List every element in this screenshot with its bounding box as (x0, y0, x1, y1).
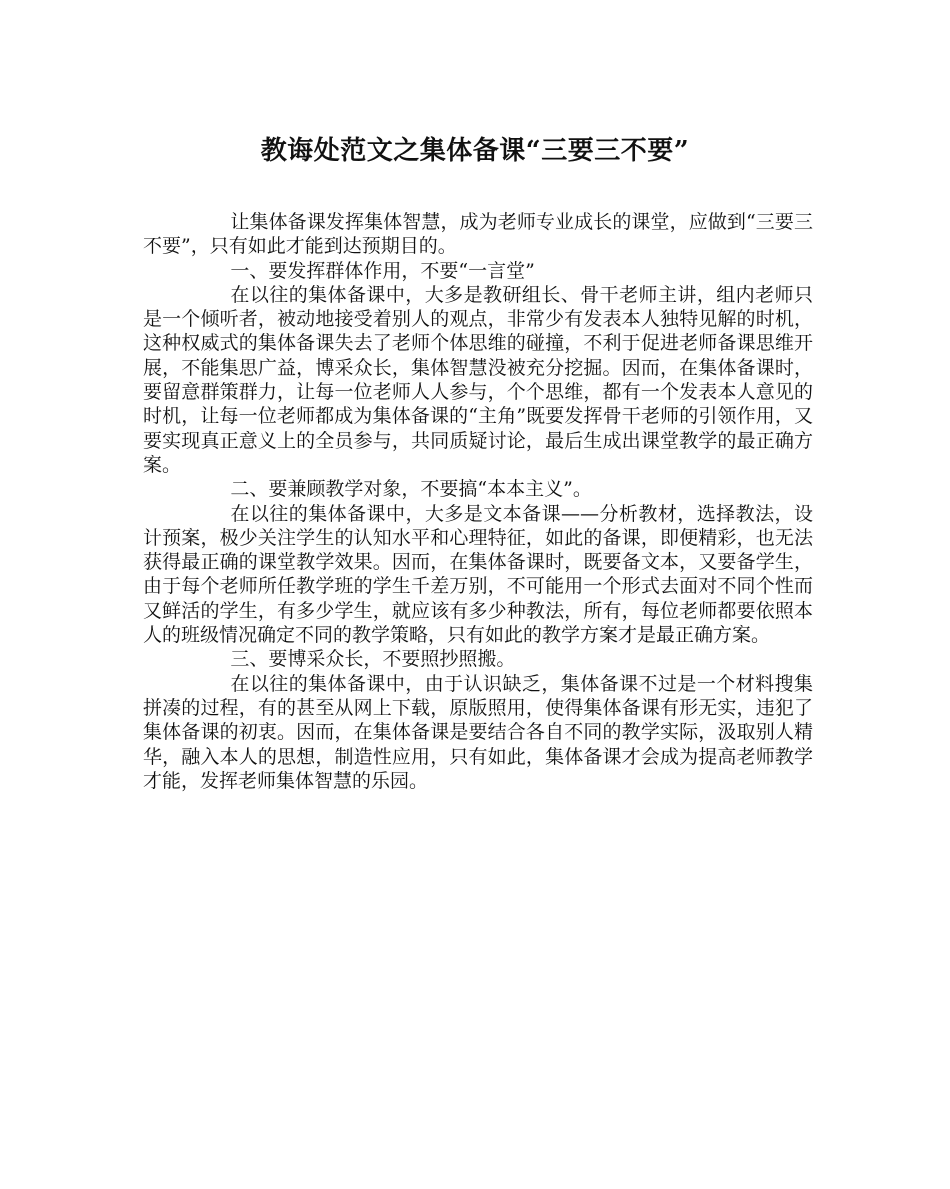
section-heading-2: 二、要兼顾教学对象，不要搞“本本主义”。 (230, 478, 592, 501)
section-paragraph-1: 在以往的集体备课中，大多是教研组长、骨干老师主讲，组内老师只是一个倾听者，被动地接受着别人的观点，非常少有发表本人独特见解的时机，这种权威式的集体备课失去了老师个体思维的碰撞，不利于促进老师备课思维开展，不能集思广益，博采众长，集体智慧没被充分挖掘。因而，在集体备课时，要留意群策群力，让每一位老师人人参与，个个思维，都有一个发表本人意见的时机，让每一位老师都成为集体备课的“主角”既要发挥骨干老师的引领作用，又要实现真正意义上的全员参与，共同质疑讨论，最后生成出课堂教学的最正确方案。 (143, 283, 813, 476)
section-heading-3: 三、要博采众长，不要照抄照搬。 (230, 648, 516, 671)
section-paragraph-3: 在以往的集体备课中，由于认识缺乏，集体备课不过是一个材料搜集拼凑的过程，有的甚至从网上下载，原版照用，使得集体备课有形无实，违犯了集体备课的初衷。因而，在集体备课是要结合各自不同的教学实际，汲取别人精华，融入本人的思想，制造性应用，只有如此，集体备课才会成为提高老师教学才能，发挥老师集体智慧的乐园。 (143, 672, 813, 792)
section-paragraph-2: 在以往的集体备课中，大多是文本备课——分析教材，选择教法，设计预案，极少关注学生的认知水平和心理特征，如此的备课，即便精彩，也无法获得最正确的课堂教学效果。因而，在集体备课时，既要备文本，又要备学生，由于每个老师所任教学班的学生千差万别，不可能用一个形式去面对不同个性而又鲜活的学生，有多少学生，就应该有多少种教法，所有，每位老师都要依照本人的班级情况确定不同的教学策略，只有如此的教学方案才是最正确方案。 (143, 502, 813, 647)
section-heading-1: 一、要发挥群体作用，不要“一言堂” (230, 259, 535, 282)
intro-paragraph: 让集体备课发挥集体智慧，成为老师专业成长的课堂，应做到“三要三不要”，只有如此才能到达预期目的。 (143, 211, 813, 258)
document-body (143, 210, 813, 793)
document-title: 教诲处范文之集体备课“三要三不要” (260, 136, 690, 166)
